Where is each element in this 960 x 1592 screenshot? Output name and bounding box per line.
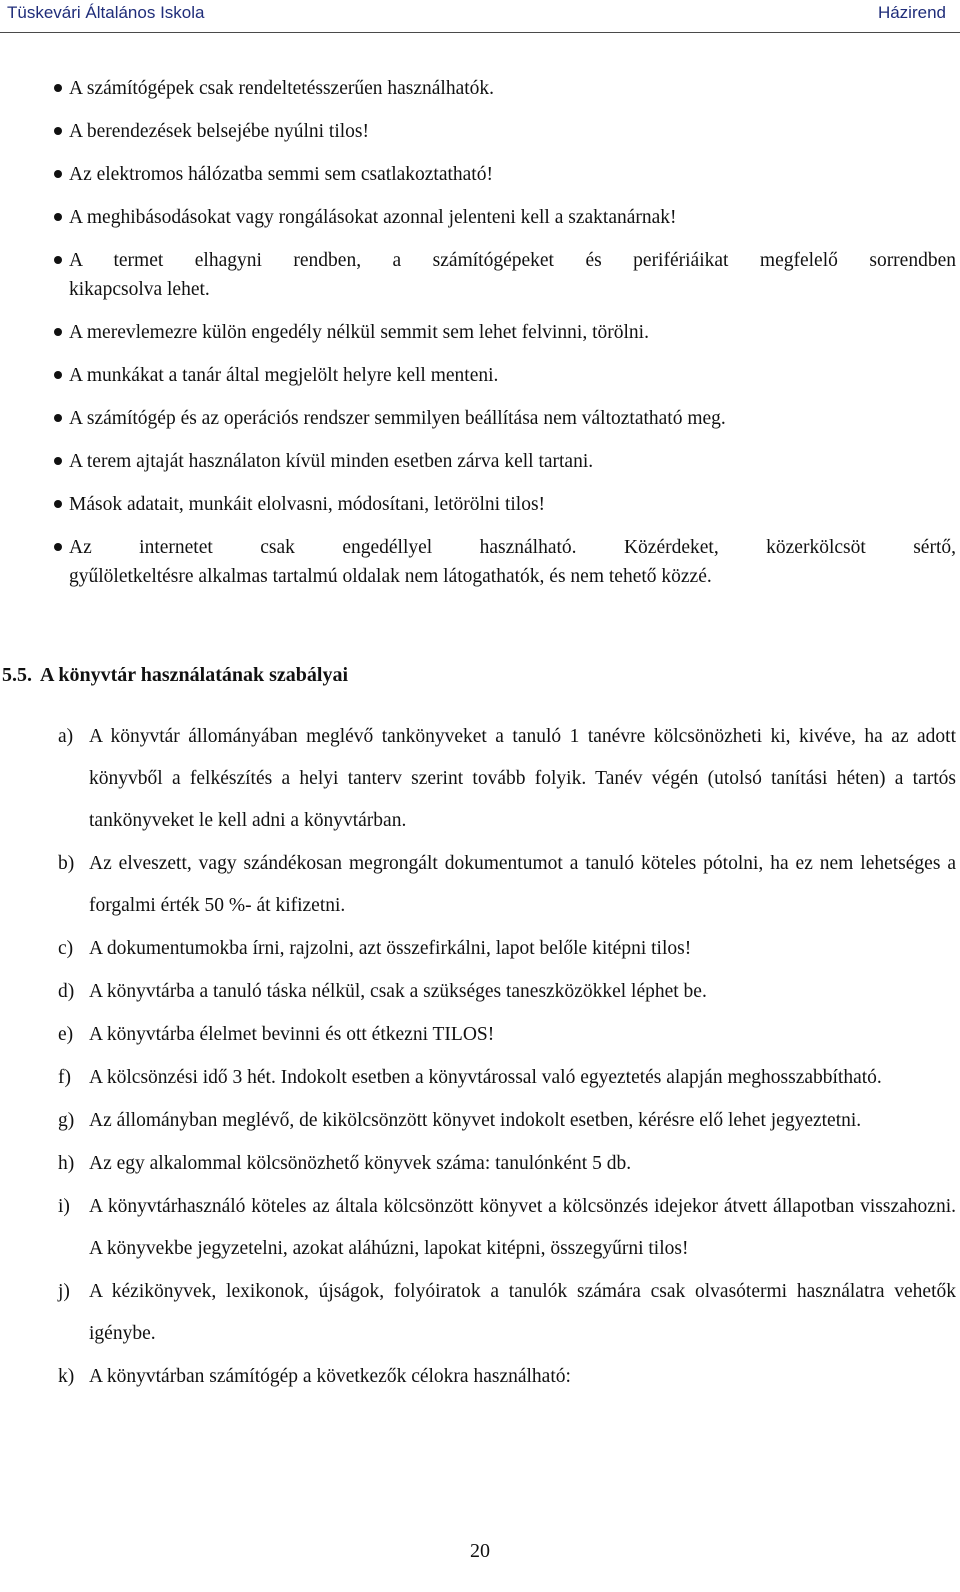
bullet-text: A terem ajtaját használaton kívül minden esetben zárva kell tartani. (69, 451, 594, 472)
rule-text: A könyvtárba a tanuló táska nélkül, csak a szükséges taneszközökkel léphet be. (89, 981, 707, 1002)
bullet-text: A számítógépek csak rendeltetésszerűen használhatók. (69, 78, 495, 99)
rule-item (58, 1271, 956, 1355)
bullet-item (54, 117, 956, 146)
bullet-dot-icon (54, 256, 62, 264)
bullet-text: A meghibásodásokat vagy rongálásokat azonnal jelenteni kell a szaktanárnak! (69, 207, 677, 228)
header-divider (0, 32, 960, 33)
rule-letter: h) (58, 1153, 75, 1174)
rule-letter: b) (58, 853, 75, 874)
bullet-item (54, 447, 956, 476)
bullet-item (54, 361, 956, 390)
rule-letter: d) (58, 981, 75, 1002)
bullet-dot-icon (54, 213, 62, 221)
bullet-dot-icon (54, 543, 62, 551)
rule-item (58, 971, 956, 1013)
rule-item (58, 1014, 956, 1056)
bullet-text: A termet elhagyni rendben, a számítógépeket és perifériáikat megfelelő sorrendben (69, 250, 956, 271)
rule-letter: i) (58, 1196, 70, 1217)
bullet-dot-icon (54, 414, 62, 422)
bullet-item (54, 404, 956, 433)
bullet-dot-icon (54, 371, 62, 379)
bullet-text: A merevlemezre külön engedély nélkül semmit sem lehet felvinni, törölni. (69, 322, 649, 343)
rule-letter: c) (58, 938, 74, 959)
section-heading (2, 664, 348, 687)
rule-text: Az elveszett, vagy szándékosan megrongált dokumentumot a tanuló köteles pótolni, ha ez nem lehetséges a forgalmi érték 50 %- át kifizetni. (89, 853, 956, 916)
rule-item (58, 1143, 956, 1185)
bullet-dot-icon (54, 127, 62, 135)
bullet-text: Az elektromos hálózatba semmi sem csatlakoztatható! (69, 164, 493, 185)
page-number: 20 (470, 1540, 490, 1562)
rule-letter: g) (58, 1110, 75, 1131)
bullet-item (54, 246, 956, 304)
bullet-item (54, 74, 956, 103)
rule-item (58, 928, 956, 970)
bullet-continuation: kikapcsolva lehet. (69, 279, 210, 300)
rule-text: Az állományban meglévő, de kikölcsönzött könyvet indokolt esetben, kérésre elő lehet jegyeztetni. (89, 1110, 862, 1131)
rule-item (58, 1186, 956, 1270)
bullet-dot-icon (54, 457, 62, 465)
page-header (0, 0, 960, 34)
rule-letter: f) (58, 1067, 71, 1088)
rule-letter: a) (58, 726, 74, 747)
bullet-text: A munkákat a tanár által megjelölt helyre kell menteni. (69, 365, 499, 386)
rule-text: A dokumentumokba írni, rajzolni, azt összefirkálni, lapot belőle kitépni tilos! (89, 938, 692, 959)
rule-text: A könyvtárba élelmet bevinni és ott étkezni TILOS! (89, 1024, 495, 1045)
header-document-title: Házirend (877, 3, 946, 22)
rule-text: A kézikönyvek, lexikonok, újságok, folyóiratok a tanulók számára csak olvasótermi használatra vehetők igénybe. (89, 1281, 956, 1344)
rule-text: A kölcsönzési idő 3 hét. Indokolt esetben a könyvtárossal való egyeztetés alapján meghosszabbítható. (89, 1067, 882, 1088)
rule-item (58, 1356, 956, 1398)
bullet-dot-icon (54, 84, 62, 92)
rule-text: A könyvtárban számítógép a következők célokra használható: (89, 1366, 571, 1387)
bullet-item (54, 490, 956, 519)
rule-letter: k) (58, 1366, 75, 1387)
bullet-text: A berendezések belsejébe nyúlni tilos! (69, 121, 369, 142)
rule-item (58, 1100, 956, 1142)
header-school-name: Tüskevári Általános Iskola (7, 3, 205, 22)
bullet-text: A számítógép és az operációs rendszer semmilyen beállítása nem változtatható meg. (69, 408, 726, 429)
rule-letter: j) (58, 1281, 70, 1302)
section-number: 5.5. (2, 664, 32, 686)
bullet-dot-icon (54, 500, 62, 508)
bullet-continuation: gyűlöletkeltésre alkalmas tartalmú oldalak nem látogathatók, és nem tehető közzé. (69, 566, 712, 587)
bullet-item (54, 533, 956, 591)
bullet-text: Mások adatait, munkáit elolvasni, módosítani, letörölni tilos! (69, 494, 546, 515)
rule-item (58, 1057, 956, 1099)
rule-text: Az egy alkalommal kölcsönözhető könyvek száma: tanulónként 5 db. (89, 1153, 632, 1174)
library-rules-list (58, 716, 956, 1399)
bullet-item (54, 203, 956, 232)
computer-room-rules-list (54, 74, 956, 605)
rule-item (58, 716, 956, 842)
section-title: A könyvtár használatának szabályai (40, 664, 349, 686)
rule-text: A könyvtárhasználó köteles az általa kölcsönzött könyvet a kölcsönzés idejekor átvett állapotban visszahozni. A könyvekbe jegyzetelni, azokat aláhúzni, lapokat kitépni, összegyűrni tilos! (89, 1196, 956, 1259)
rule-item (58, 843, 956, 927)
bullet-item (54, 318, 956, 347)
bullet-item (54, 160, 956, 189)
bullet-text: Az internetet csak engedéllyel használható. Közérdeket, közerkölcsöt sértő, (69, 537, 956, 558)
bullet-dot-icon (54, 170, 62, 178)
rule-text: A könyvtár állományában meglévő tankönyveket a tanuló 1 tanévre kölcsönözheti ki, kivéve, ha az adott könyvből a felkészítés a helyi tanterv szerint tovább folyik. Tanév végén (utolsó tanítási héten) a tartós tankönyveket le kell adni a könyvtárban. (89, 726, 956, 831)
bullet-dot-icon (54, 328, 62, 336)
rule-letter: e) (58, 1024, 74, 1045)
